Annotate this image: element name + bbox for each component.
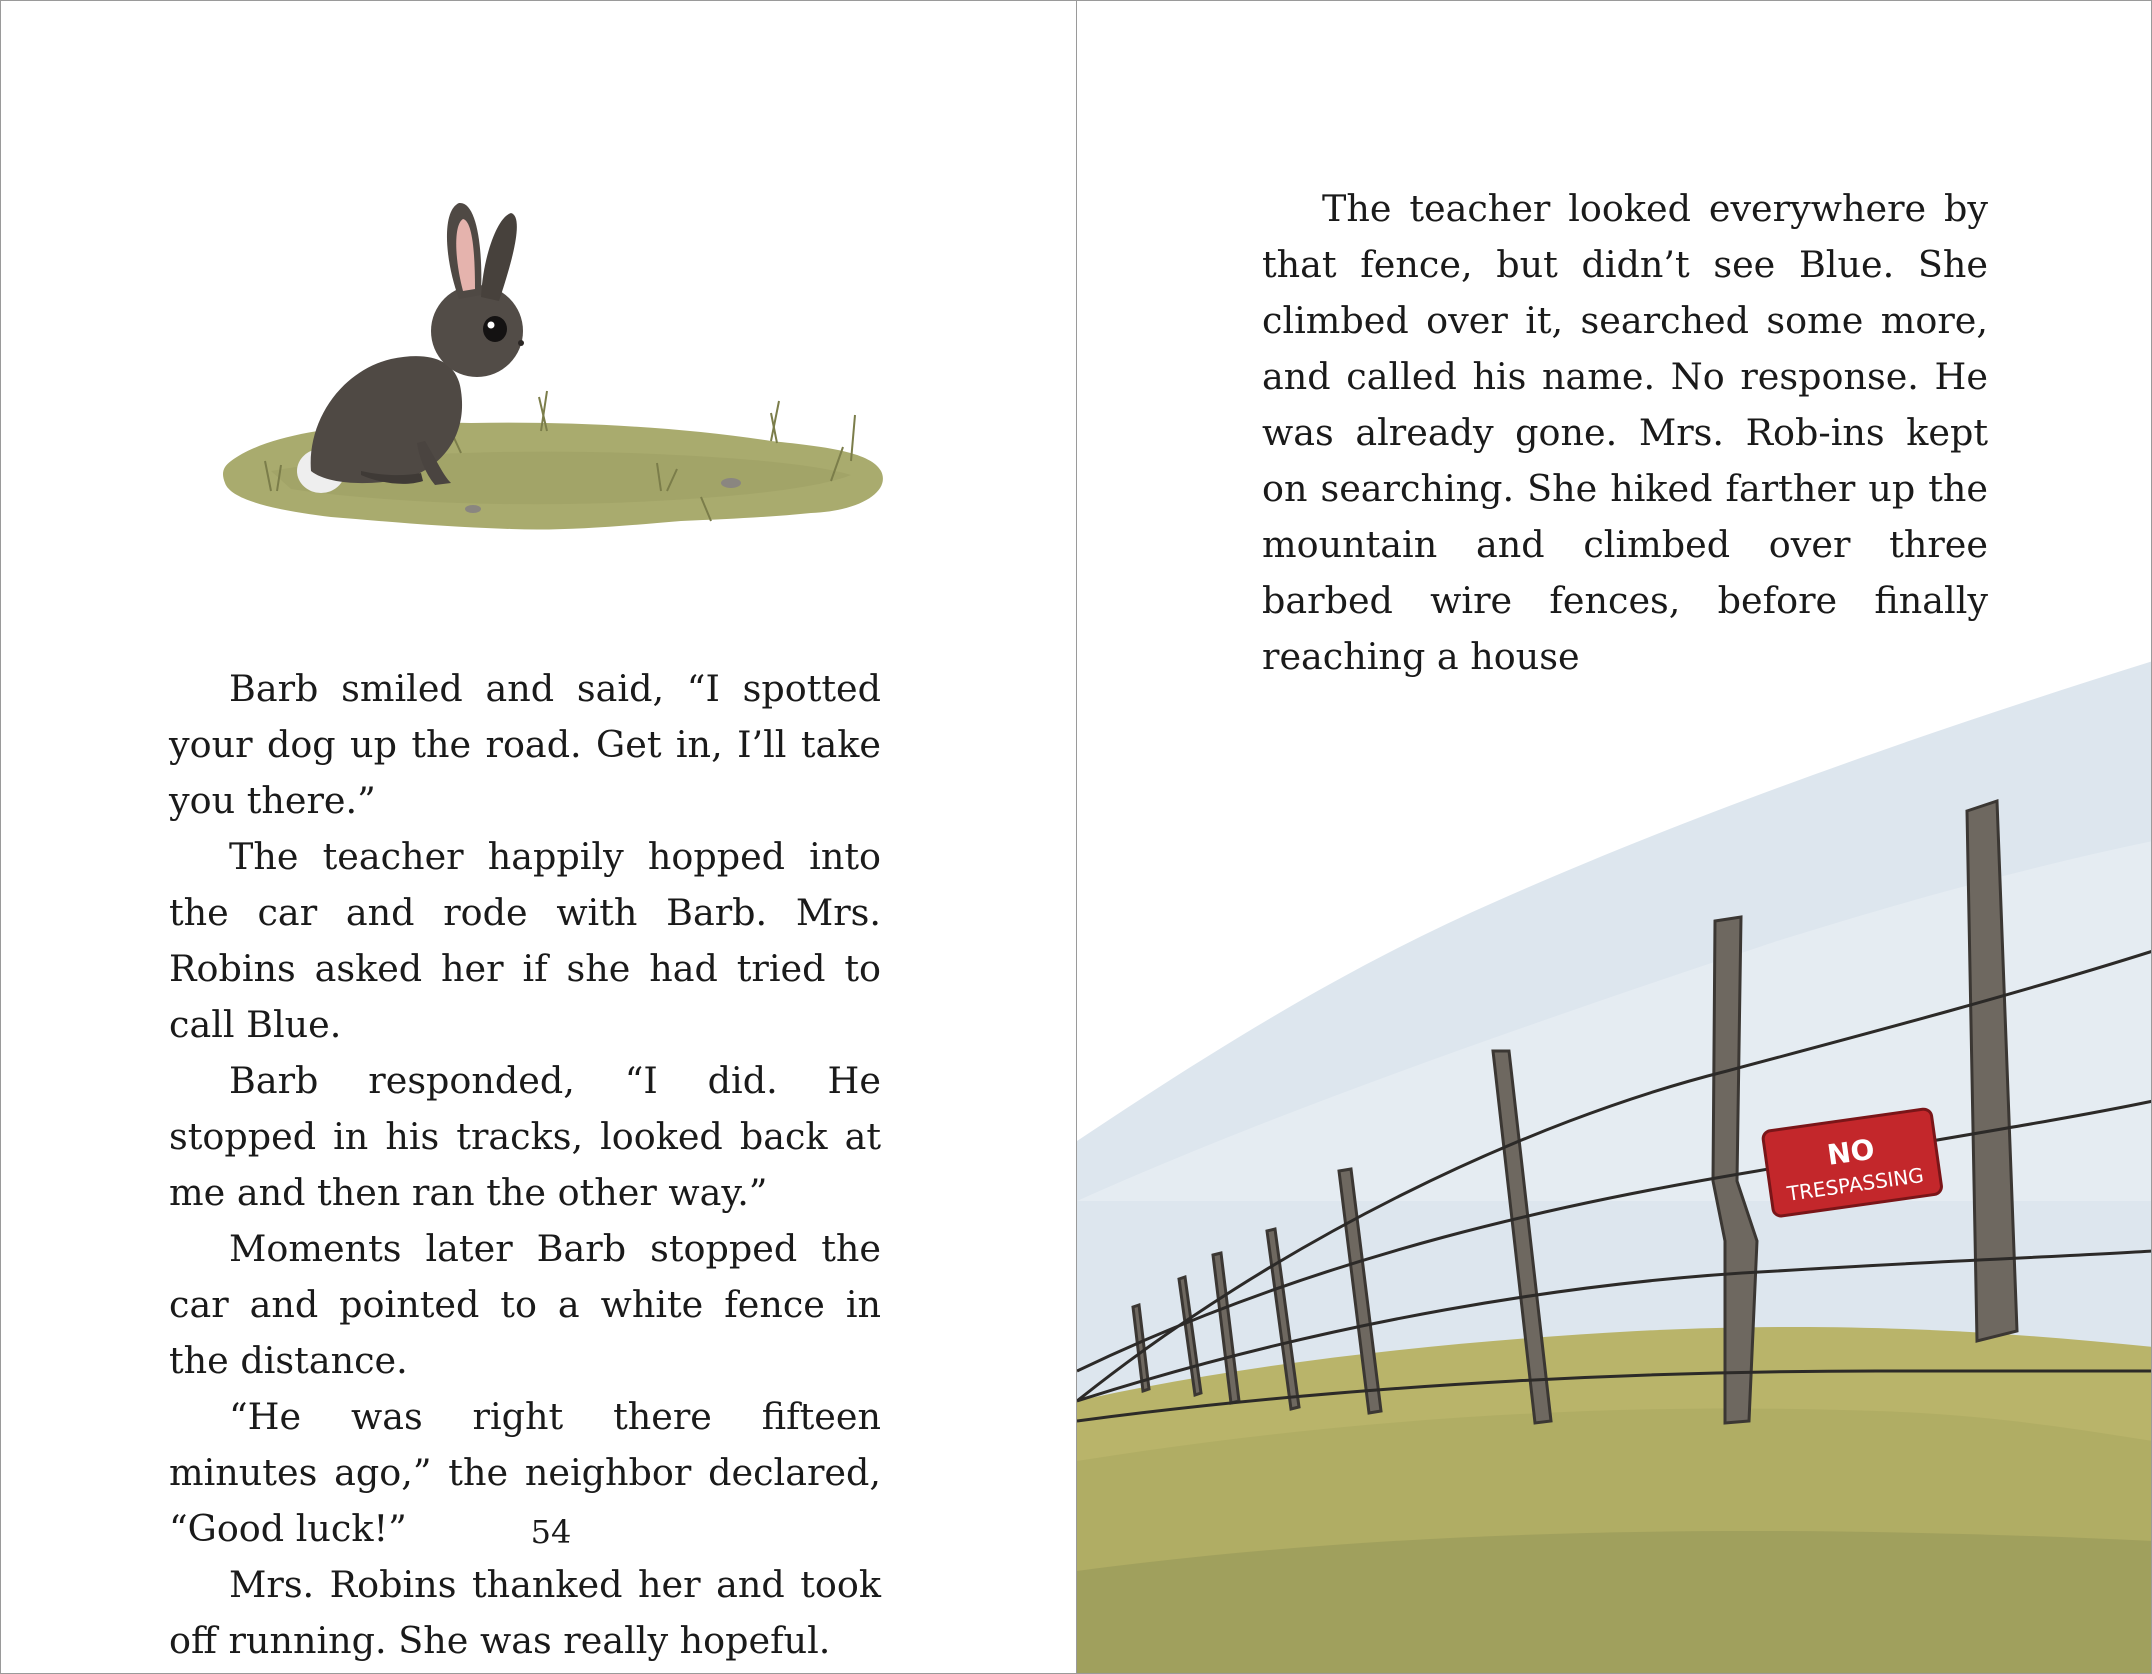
- right-page-text: [1262, 181, 1988, 685]
- sign-line-2: TRESPASSING: [1785, 1162, 1926, 1206]
- right-page: [1076, 0, 2152, 1674]
- paragraph: Mrs. Robins thanked her and took off running. She was really hopeful.: [169, 1563, 881, 1662]
- paragraph: “He was right there fifteen minutes ago,” the neighbor declared, “Good luck!”: [169, 1395, 881, 1550]
- paragraph: The teacher happily hopped into the car and rode with Barb. Mrs. Robins asked her if she had tried to call Blue.: [169, 835, 881, 1046]
- paragraph: Moments later Barb stopped the car and pointed to a white fence in the distance.: [169, 1227, 881, 1382]
- paragraph: Barb responded, “I did. He stopped in his tracks, looked back at me and then ran the other way.”: [169, 1059, 881, 1214]
- fence-illustration: [1077, 641, 2152, 1674]
- paragraph: The teacher looked everywhere by that fence, but didn’t see Blue. She climbed over it, searched some more, and called his name. No response. He was already gone. Mrs. Rob-ins kept on searching. She hiked farther up the mountain and climbed over three barbed wire fences, before finally reaching a house: [1262, 187, 1988, 678]
- rabbit-illustration: [211, 191, 911, 581]
- page-number: 54: [530, 1513, 572, 1551]
- sign-line-1: NO: [1825, 1132, 1877, 1172]
- paragraph: Barb smiled and said, “I spotted your dog up the road. Get in, I’ll take you there.”: [169, 667, 881, 822]
